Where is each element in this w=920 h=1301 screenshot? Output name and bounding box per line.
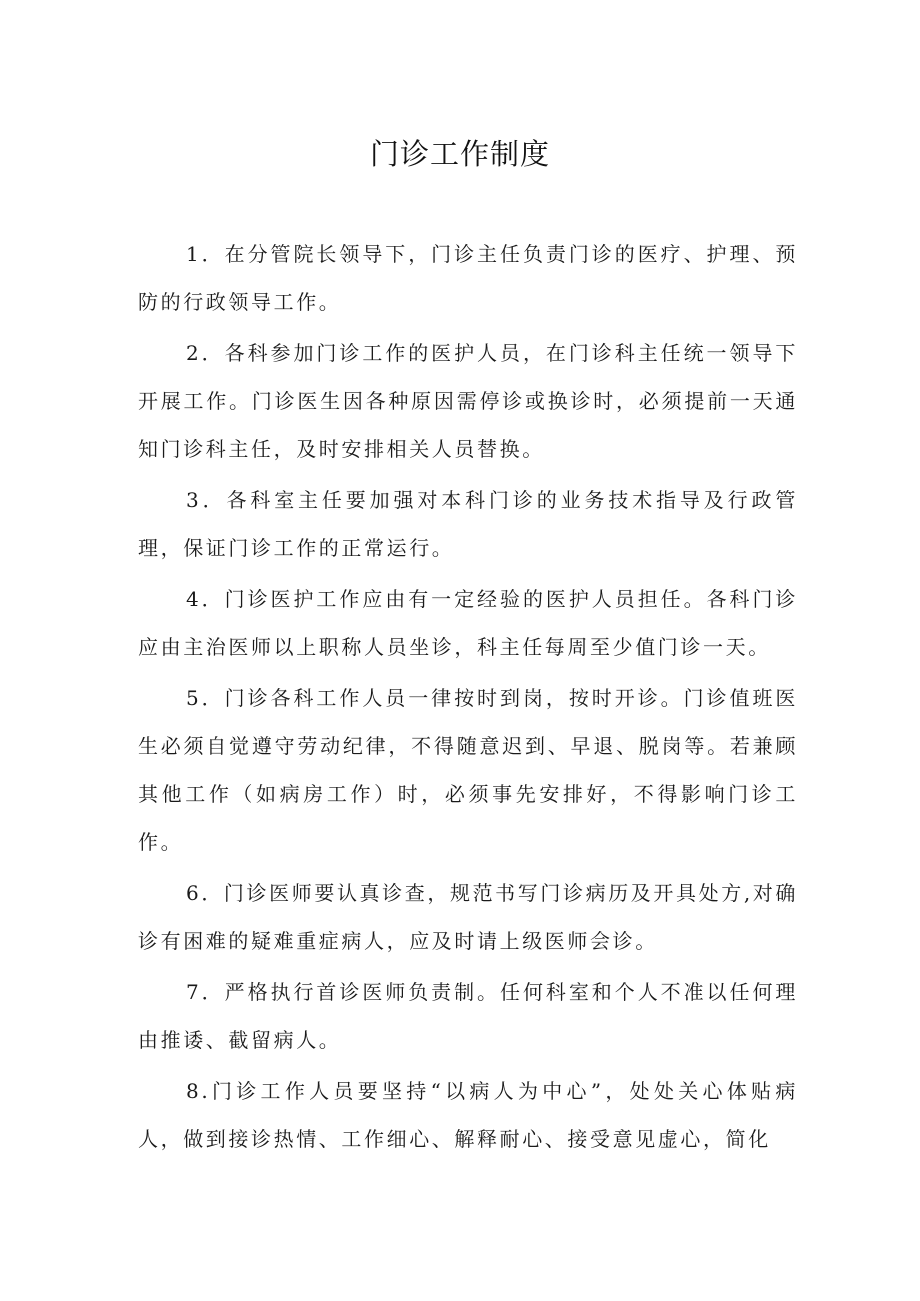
paragraph-7: 7．严格执行首诊医师负责制。任何科室和个人不准以任何理由推诿、截留病人。 — [138, 980, 798, 1052]
paragraph-1: 1．在分管院长领导下，门诊主任负责门诊的医疗、护理、预防的行政领导工作。 — [138, 242, 798, 314]
paragraph-2: 2．各科参加门诊工作的医护人员，在门诊科主任统一领导下开展工作。门诊医生因各种原因需停诊或换诊时，必须提前一天通知门诊科主任，及时安排相关人员替换。 — [138, 341, 798, 461]
paragraph-5: 5．门诊各科工作人员一律按时到岗，按时开诊。门诊值班医生必须自觉遵守劳动纪律，不得随意迟到、早退、脱岗等。若兼顾其他工作（如病房工作）时，必须事先安排好，不得影响门诊工作。 — [138, 686, 798, 854]
paragraph-4: 4．门诊医护工作应由有一定经验的医护人员担任。各科门诊应由主治医师以上职称人员坐诊，科主任每周至少值门诊一天。 — [138, 587, 798, 659]
document-title: 门诊工作制度 — [369, 137, 550, 171]
paragraph-8: 8.门诊工作人员要坚持“以病人为中心”，处处关心体贴病人，做到接诊热情、工作细心、解释耐心、接受意见虚心，简化 — [138, 1079, 798, 1151]
document-body — [138, 230, 798, 1163]
paragraph-3: 3．各科室主任要加强对本科门诊的业务技术指导及行政管理，保证门诊工作的正常运行。 — [138, 488, 798, 560]
paragraph-6: 6．门诊医师要认真诊查，规范书写门诊病历及开具处方,对确诊有困难的疑难重症病人，应及时请上级医师会诊。 — [138, 881, 798, 953]
